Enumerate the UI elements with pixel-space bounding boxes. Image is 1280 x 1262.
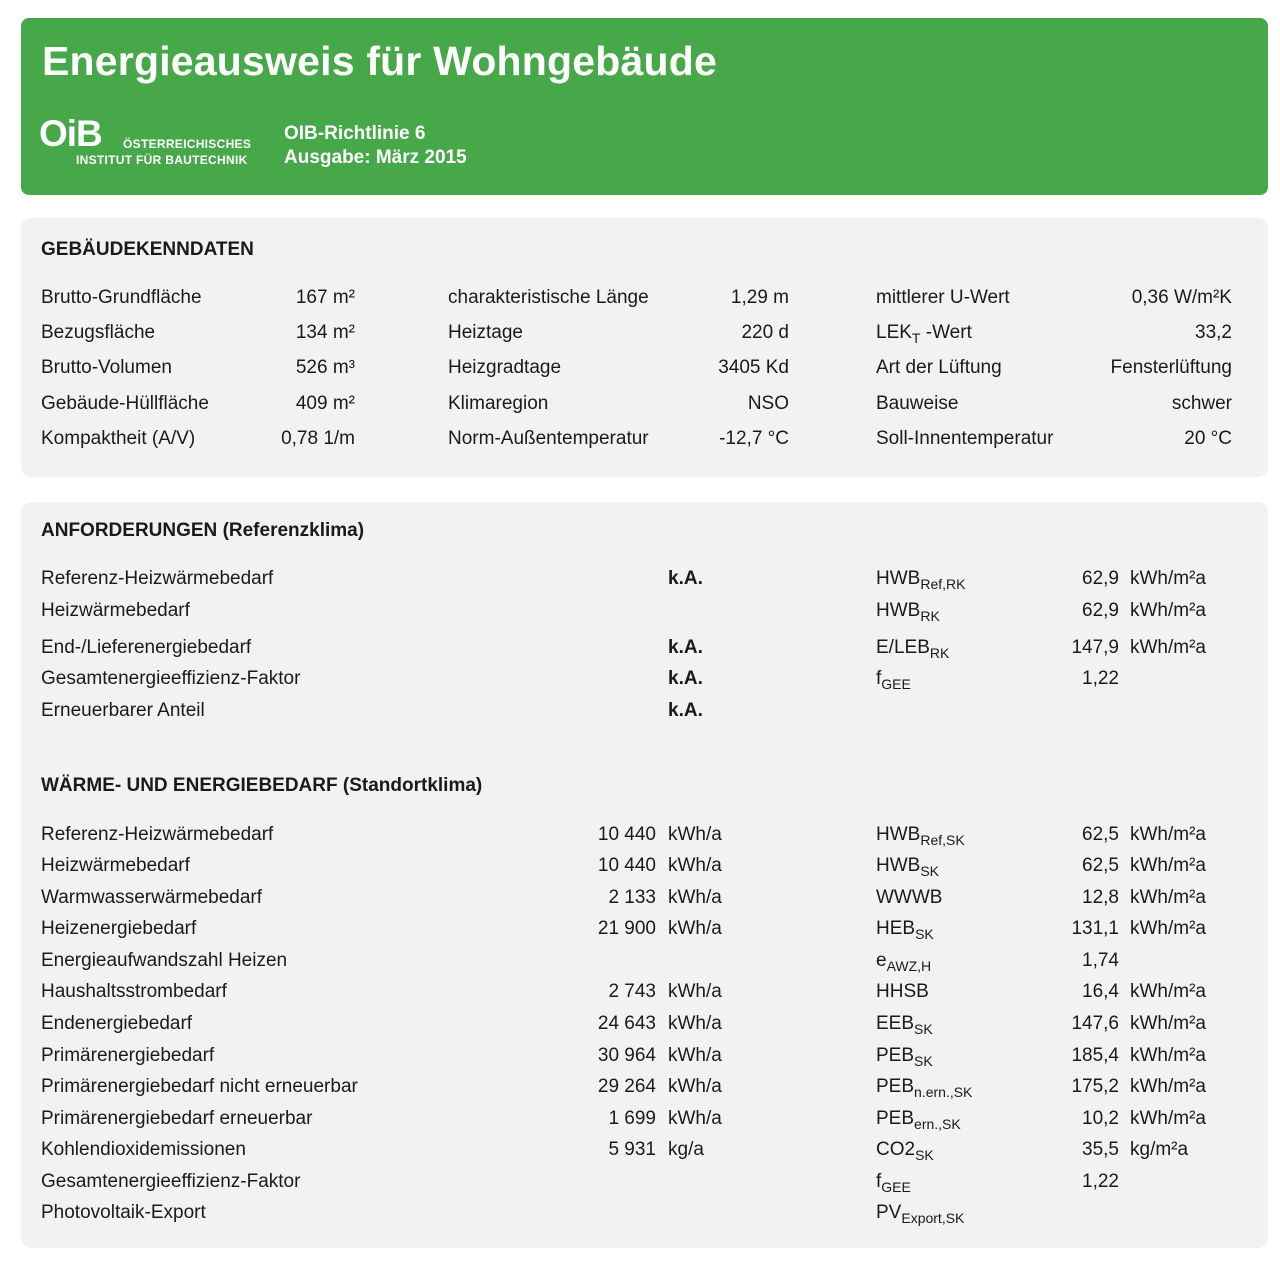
demand-value: 147,6 bbox=[1071, 1013, 1119, 1034]
building-label-symbol: Soll-Innentemperatur bbox=[876, 428, 1054, 449]
building-value: 167 m² bbox=[295, 287, 355, 308]
guideline-edition: Ausgabe: März 2015 bbox=[284, 147, 467, 168]
demand-symbol bbox=[876, 887, 942, 909]
demand-label: Heizenergiebedarf bbox=[41, 918, 197, 939]
demand-absolute: 29 264 bbox=[597, 1076, 656, 1097]
demand-value: 131,1 bbox=[1071, 918, 1119, 939]
demand-value: 175,2 bbox=[1071, 1076, 1119, 1097]
building-data-panel bbox=[21, 218, 1268, 477]
requirements-title bbox=[41, 520, 364, 542]
requirement-status: k.A. bbox=[668, 637, 703, 658]
demand-symbol-symbol: HWB bbox=[876, 824, 921, 845]
building-label bbox=[876, 287, 1010, 309]
demand-symbol bbox=[876, 1108, 961, 1130]
requirement-symbol bbox=[876, 668, 911, 690]
demand-value: 1,22 bbox=[1082, 1171, 1119, 1192]
requirement-status: k.A. bbox=[668, 568, 703, 589]
requirement-label: End-/Lieferenergiebedarf bbox=[41, 637, 252, 658]
building-value: 134 m² bbox=[295, 322, 355, 343]
building-label-symbol: Art der Lüftung bbox=[876, 357, 1002, 378]
demand-absolute: 24 643 bbox=[597, 1013, 656, 1034]
building-label: Norm-Außentemperatur bbox=[448, 428, 649, 449]
building-value: 3405 Kd bbox=[718, 357, 789, 378]
logo-line2: INSTITUT FÜR BAUTECHNIK bbox=[76, 153, 248, 167]
demand-label: Kohlendioxidemissionen bbox=[41, 1139, 246, 1160]
demand-value: 185,4 bbox=[1071, 1045, 1119, 1066]
building-label: Brutto-Grundfläche bbox=[41, 287, 202, 308]
building-value: 409 m² bbox=[295, 393, 355, 414]
requirement-symbol-symbol: E/LEB bbox=[876, 637, 930, 658]
demand-absolute: 2 743 bbox=[608, 981, 656, 1002]
demand-unit: kWh/m²a bbox=[1130, 918, 1206, 939]
demand-label: Gesamtenergieeffizienz-Faktor bbox=[41, 1171, 301, 1192]
demand-symbol bbox=[876, 1013, 933, 1035]
demand-label: Referenz-Heizwärmebedarf bbox=[41, 824, 274, 845]
demand-absolute: 2 133 bbox=[608, 887, 656, 908]
building-value: schwer bbox=[1171, 393, 1232, 414]
requirement-symbol-subscript: RK bbox=[929, 645, 950, 661]
building-label-suffix: -Wert bbox=[920, 322, 972, 343]
demand-symbol-symbol: PV bbox=[876, 1202, 902, 1223]
demand-symbol bbox=[876, 950, 931, 972]
demand-symbol bbox=[876, 1171, 911, 1193]
building-value: -12,7 °C bbox=[719, 428, 789, 449]
guideline-info bbox=[284, 122, 467, 170]
requirement-label: Erneuerbarer Anteil bbox=[41, 700, 205, 721]
requirement-symbol-subscript: GEE bbox=[881, 676, 911, 692]
demand-title bbox=[41, 775, 482, 797]
building-label: Bezugsfläche bbox=[41, 322, 156, 343]
building-value: NSO bbox=[747, 393, 789, 414]
demand-symbol bbox=[876, 824, 965, 846]
demand-title-suffix: (Standortklima) bbox=[342, 775, 483, 796]
demand-symbol-symbol: CO2 bbox=[876, 1139, 916, 1160]
requirement-symbol bbox=[876, 600, 940, 622]
demand-absolute-unit: kWh/a bbox=[668, 855, 722, 876]
building-value: 0,78 1/m bbox=[281, 428, 355, 449]
building-label: Heizgradtage bbox=[448, 357, 562, 378]
demand-symbol bbox=[876, 1202, 964, 1224]
demand-symbol-subscript: SK bbox=[915, 1147, 934, 1163]
building-label: Brutto-Volumen bbox=[41, 357, 172, 378]
requirement-label: Gesamtenergieeffizienz-Faktor bbox=[41, 668, 301, 689]
building-data-title: GEBÄUDEKENNDATEN bbox=[41, 239, 254, 260]
building-value: 20 °C bbox=[1184, 428, 1232, 449]
demand-unit: kWh/m²a bbox=[1130, 1108, 1206, 1129]
demand-label: Primärenergiebedarf nicht erneuerbar bbox=[41, 1076, 358, 1097]
requirement-symbol bbox=[876, 568, 965, 590]
demand-symbol-symbol: PEB bbox=[876, 1076, 915, 1097]
requirement-symbol-symbol: HWB bbox=[876, 600, 921, 621]
demand-symbol-subscript: SK bbox=[914, 1021, 933, 1037]
building-label bbox=[876, 428, 1053, 450]
logo-mark: OiB bbox=[39, 113, 102, 154]
requirement-symbol-symbol: f bbox=[876, 668, 882, 689]
building-value: 526 m³ bbox=[295, 357, 355, 378]
requirement-status: k.A. bbox=[668, 700, 703, 721]
requirement-symbol bbox=[876, 637, 949, 659]
demand-symbol bbox=[876, 855, 939, 877]
demand-unit: kWh/m²a bbox=[1130, 981, 1206, 1002]
demand-absolute-unit: kWh/a bbox=[668, 1076, 722, 1097]
demand-symbol-symbol: f bbox=[876, 1171, 882, 1192]
building-label: Gebäude-Hüllfläche bbox=[41, 393, 209, 414]
demand-absolute: 21 900 bbox=[597, 918, 656, 939]
building-label bbox=[876, 357, 1002, 379]
demand-label: Primärenergiebedarf erneuerbar bbox=[41, 1108, 313, 1129]
building-label-symbol: LEK bbox=[876, 322, 912, 343]
demand-symbol bbox=[876, 1076, 972, 1098]
demand-symbol-symbol: EEB bbox=[876, 1013, 915, 1034]
requirement-value: 1,22 bbox=[1082, 668, 1119, 689]
demand-absolute-unit: kWh/a bbox=[668, 918, 722, 939]
building-label-symbol: Bauweise bbox=[876, 393, 959, 414]
demand-absolute-unit: kWh/a bbox=[668, 887, 722, 908]
demand-value: 1,74 bbox=[1082, 950, 1119, 971]
demand-unit: kWh/m²a bbox=[1130, 887, 1206, 908]
building-label-subscript: T bbox=[911, 330, 921, 346]
guideline-name: OIB-Richtlinie 6 bbox=[284, 123, 426, 144]
requirement-unit: kWh/m²a bbox=[1130, 637, 1206, 658]
page-title: Energieausweis für Wohngebäude bbox=[42, 38, 718, 84]
demand-absolute: 5 931 bbox=[608, 1139, 656, 1160]
demand-absolute-unit: kWh/a bbox=[668, 1108, 722, 1129]
building-label: Klimaregion bbox=[448, 393, 549, 414]
demand-symbol-subscript: Export,SK bbox=[901, 1210, 965, 1226]
requirement-unit: kWh/m²a bbox=[1130, 600, 1206, 621]
requirement-value: 147,9 bbox=[1071, 637, 1119, 658]
demand-symbol-subscript: Ref,SK bbox=[920, 832, 965, 848]
demand-symbol-subscript: n.ern.,SK bbox=[914, 1084, 973, 1100]
requirements-title-main: ANFORDERUNGEN bbox=[41, 520, 218, 541]
demand-value: 16,4 bbox=[1082, 981, 1119, 1002]
building-label: Heiztage bbox=[448, 322, 523, 343]
demand-label: Energieaufwandszahl Heizen bbox=[41, 950, 288, 971]
requirement-label: Referenz-Heizwärmebedarf bbox=[41, 568, 274, 589]
requirement-value: 62,9 bbox=[1082, 568, 1119, 589]
demand-label: Haushaltsstrombedarf bbox=[41, 981, 227, 1002]
demand-absolute: 1 699 bbox=[608, 1108, 656, 1129]
demand-value: 10,2 bbox=[1082, 1108, 1119, 1129]
building-label: Kompaktheit (A/V) bbox=[41, 428, 196, 449]
building-label-symbol: mittlerer U-Wert bbox=[876, 287, 1010, 308]
demand-absolute: 10 440 bbox=[597, 824, 656, 845]
demand-absolute-unit: kg/a bbox=[668, 1139, 704, 1160]
building-label bbox=[876, 393, 958, 415]
building-label: charakteristische Länge bbox=[448, 287, 649, 308]
requirement-value: 62,9 bbox=[1082, 600, 1119, 621]
demand-symbol-symbol: WWWB bbox=[876, 887, 943, 908]
requirement-unit: kWh/m²a bbox=[1130, 568, 1206, 589]
demand-symbol-subscript: AWZ,H bbox=[886, 958, 932, 974]
demand-value: 12,8 bbox=[1082, 887, 1119, 908]
demand-absolute-unit: kWh/a bbox=[668, 1013, 722, 1034]
requirements-title-suffix: (Referenzklima) bbox=[222, 520, 365, 541]
energy-panel bbox=[21, 502, 1268, 1248]
demand-symbol-symbol: PEB bbox=[876, 1045, 915, 1066]
building-label bbox=[876, 322, 972, 344]
demand-label: Photovoltaik-Export bbox=[41, 1202, 206, 1223]
building-value: 1,29 m bbox=[730, 287, 789, 308]
header-banner bbox=[21, 18, 1268, 195]
oib-logo bbox=[39, 113, 269, 188]
building-value: 220 d bbox=[741, 322, 789, 343]
demand-symbol bbox=[876, 1139, 934, 1161]
demand-symbol-subscript: SK bbox=[920, 863, 940, 879]
demand-absolute-unit: kWh/a bbox=[668, 824, 722, 845]
demand-symbol-symbol: HHSB bbox=[876, 981, 929, 1002]
requirement-label: Heizwärmebedarf bbox=[41, 600, 190, 621]
logo-line1: ÖSTERREICHISCHES bbox=[123, 137, 252, 151]
demand-unit: kWh/m²a bbox=[1130, 1076, 1206, 1097]
demand-symbol-subscript: SK bbox=[914, 1053, 933, 1069]
demand-symbol-subscript: SK bbox=[915, 926, 934, 942]
demand-unit: kWh/m²a bbox=[1130, 1013, 1206, 1034]
demand-label: Heizwärmebedarf bbox=[41, 855, 190, 876]
demand-absolute-unit: kWh/a bbox=[668, 1045, 722, 1066]
demand-unit: kg/m²a bbox=[1130, 1139, 1189, 1160]
demand-symbol-symbol: PEB bbox=[876, 1108, 915, 1129]
building-value: 0,36 W/m²K bbox=[1131, 287, 1232, 308]
requirement-symbol-subscript: Ref,RK bbox=[920, 576, 966, 592]
demand-value: 62,5 bbox=[1082, 824, 1119, 845]
demand-label: Primärenergiebedarf bbox=[41, 1045, 215, 1066]
demand-absolute: 10 440 bbox=[597, 855, 656, 876]
requirement-status: k.A. bbox=[668, 668, 703, 689]
demand-absolute: 30 964 bbox=[597, 1045, 656, 1066]
demand-symbol-symbol: HWB bbox=[876, 855, 921, 876]
demand-symbol-subscript: GEE bbox=[881, 1179, 911, 1195]
requirement-symbol-symbol: HWB bbox=[876, 568, 921, 589]
demand-symbol bbox=[876, 981, 929, 1003]
demand-symbol bbox=[876, 1045, 933, 1067]
building-value: Fensterlüftung bbox=[1110, 357, 1232, 378]
demand-unit: kWh/m²a bbox=[1130, 1045, 1206, 1066]
demand-label: Warmwasserwärmebedarf bbox=[41, 887, 263, 908]
demand-symbol-symbol: e bbox=[876, 950, 887, 971]
requirement-symbol-subscript: RK bbox=[920, 608, 940, 624]
demand-label: Endenergiebedarf bbox=[41, 1013, 193, 1034]
demand-symbol-symbol: HEB bbox=[876, 918, 916, 939]
demand-unit: kWh/m²a bbox=[1130, 824, 1206, 845]
demand-absolute-unit: kWh/a bbox=[668, 981, 722, 1002]
demand-symbol bbox=[876, 918, 934, 940]
demand-value: 62,5 bbox=[1082, 855, 1119, 876]
demand-title-main: WÄRME- UND ENERGIEBEDARF bbox=[41, 775, 338, 796]
building-value: 33,2 bbox=[1195, 322, 1232, 343]
demand-unit: kWh/m²a bbox=[1130, 855, 1206, 876]
demand-value: 35,5 bbox=[1082, 1139, 1119, 1160]
demand-symbol-subscript: ern.,SK bbox=[914, 1116, 961, 1132]
